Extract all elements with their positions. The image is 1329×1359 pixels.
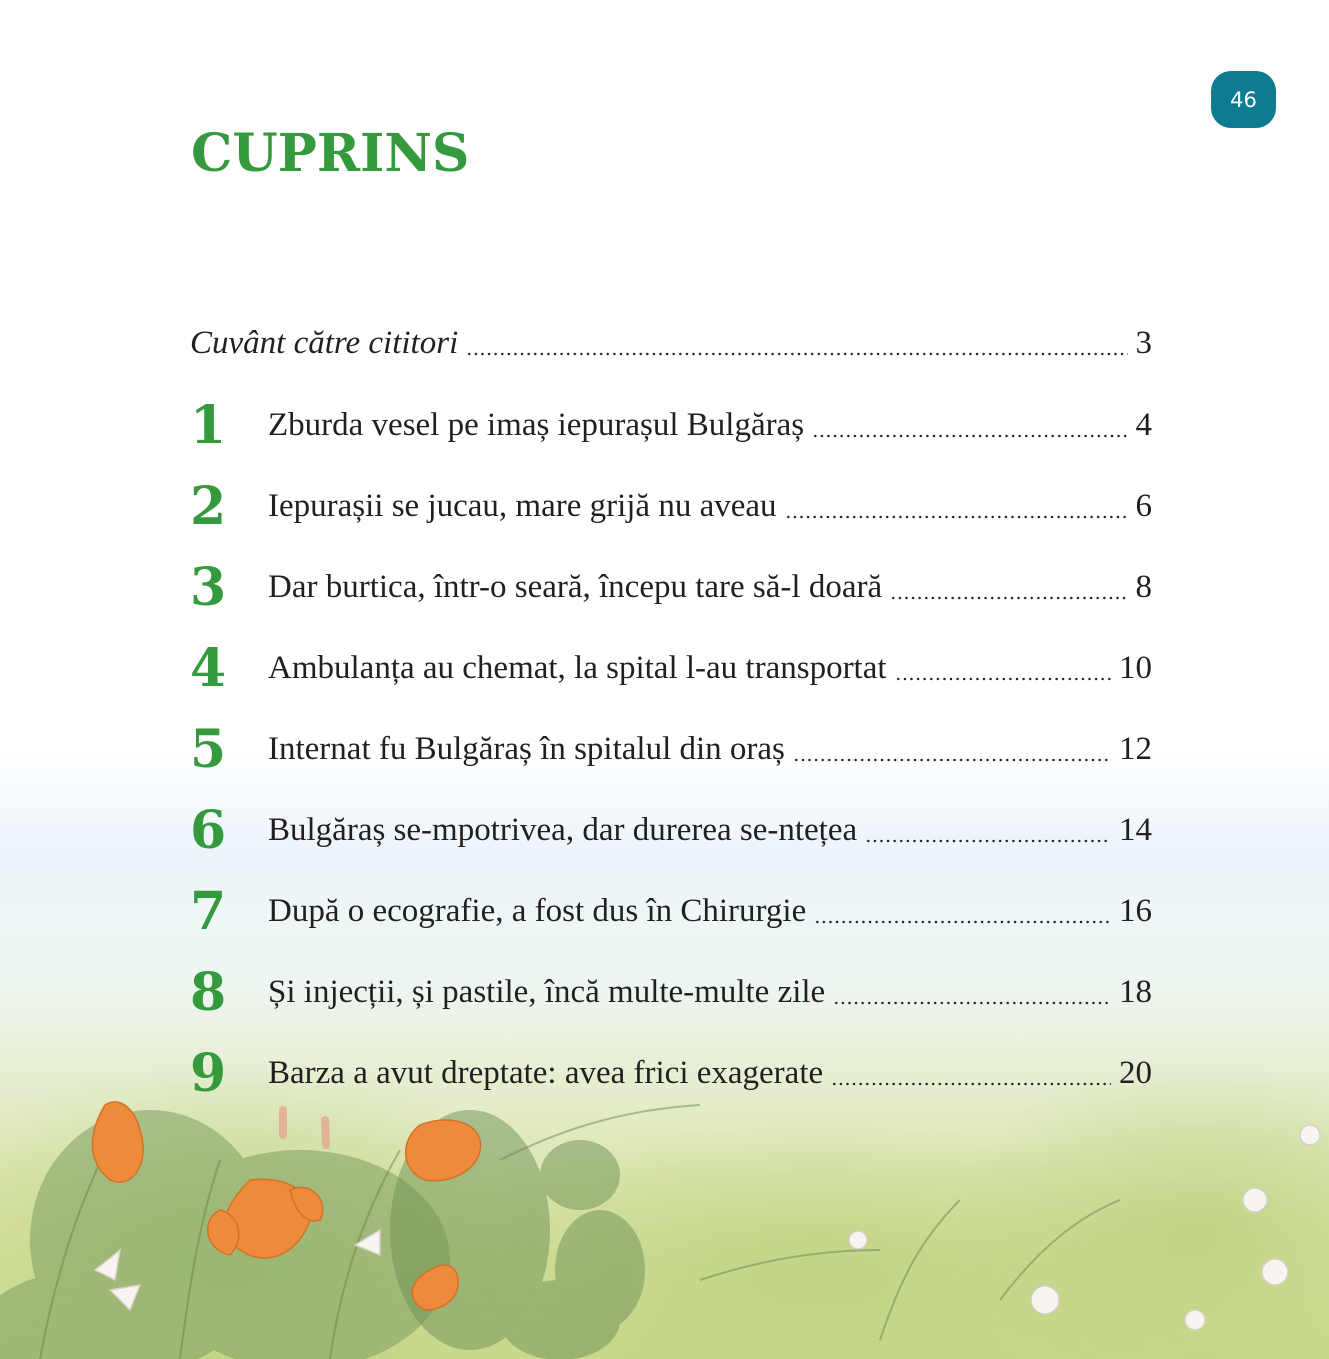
dot-leader <box>814 920 1111 924</box>
toc-entry-label: Cuvânt către cititori <box>190 325 459 361</box>
toc-entry-page: 8 <box>1135 569 1152 605</box>
dot-leader <box>785 515 1128 519</box>
toc-entry-chapter-2[interactable] <box>190 463 1152 537</box>
toc-entry-page: 6 <box>1135 488 1152 524</box>
toc-entry-chapter-5[interactable] <box>190 706 1152 780</box>
chapter-number: 1 <box>190 395 227 456</box>
chapter-number: 4 <box>190 638 227 699</box>
toc-entry-page: 10 <box>1119 650 1152 686</box>
toc-entry-label: Bulgăraș se-mpotrivea, dar durerea se-ntețea <box>268 812 858 848</box>
chapter-number: 3 <box>190 557 227 618</box>
page-number-badge <box>1211 71 1276 128</box>
dot-leader <box>831 1082 1111 1086</box>
toc-entry-label: Barza a avut dreptate: avea frici exagerate <box>268 1055 824 1091</box>
chapter-number: 8 <box>190 962 227 1023</box>
toc-entry-chapter-4[interactable] <box>190 625 1152 699</box>
toc-entry-page: 14 <box>1119 812 1152 848</box>
toc-entry-chapter-9[interactable] <box>190 1030 1152 1104</box>
toc-entry-page: 18 <box>1119 974 1152 1010</box>
dot-leader <box>466 352 1127 356</box>
toc-entry-label: Ambulanța au chemat, la spital l-au transportat <box>268 650 887 686</box>
chapter-number: 7 <box>190 881 227 942</box>
chapter-number: 6 <box>190 800 227 861</box>
toc-entry-page: 20 <box>1119 1055 1152 1091</box>
dot-leader <box>793 758 1111 762</box>
toc-entry-page: 3 <box>1135 325 1152 361</box>
toc-entry-label: După o ecografie, a fost dus în Chirurgie <box>268 893 807 929</box>
chapter-number: 5 <box>190 719 227 780</box>
chapter-number: 9 <box>190 1043 227 1104</box>
dot-leader <box>890 596 1127 600</box>
page-title: CUPRINS <box>191 123 470 184</box>
toc-entry-chapter-1[interactable] <box>190 382 1152 456</box>
toc-entry-label: Dar burtica, într-o seară, începu tare să-l doară <box>268 569 883 605</box>
toc-entry-label: Zburda vesel pe imaș iepurașul Bulgăraș <box>268 407 805 443</box>
toc-entry-page: 12 <box>1119 731 1152 767</box>
toc-entry-chapter-6[interactable] <box>190 787 1152 861</box>
toc-entry-label: Și injecții, și pastile, încă multe-multe zile <box>268 974 826 1010</box>
toc-entry-label: Iepurașii se jucau, mare grijă nu aveau <box>268 488 777 524</box>
toc-entry-chapter-3[interactable] <box>190 544 1152 618</box>
toc-entry-intro[interactable] <box>190 300 1152 360</box>
dot-leader <box>833 1001 1111 1005</box>
toc-entry-chapter-7[interactable] <box>190 868 1152 942</box>
page-number: 46 <box>1230 87 1257 112</box>
toc-entry-chapter-8[interactable] <box>190 949 1152 1023</box>
toc-entry-page: 16 <box>1119 893 1152 929</box>
toc-entry-page: 4 <box>1135 407 1152 443</box>
chapter-number: 2 <box>190 476 227 537</box>
dot-leader <box>812 434 1127 438</box>
toc-entry-label: Internat fu Bulgăraș în spitalul din oraș <box>268 731 785 767</box>
dot-leader <box>895 677 1111 681</box>
dot-leader <box>865 839 1111 843</box>
